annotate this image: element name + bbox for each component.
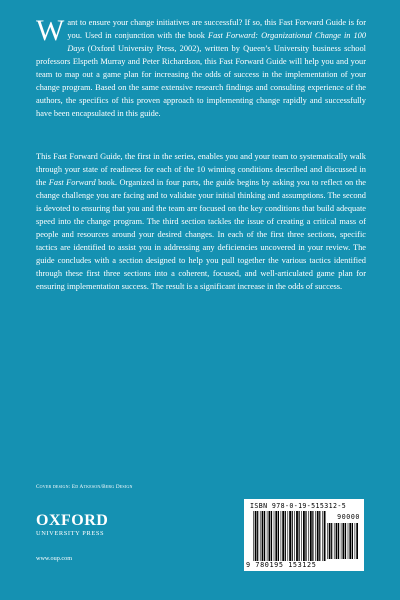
barcode-bar: [317, 511, 319, 561]
publisher-logo-sub: UNIVERSITY PRESS: [36, 530, 105, 537]
barcode-bar: [356, 523, 358, 559]
barcode-bar: [305, 511, 306, 561]
barcode-bar: [253, 511, 254, 561]
barcode-bar: [262, 511, 264, 561]
barcode-bar: [255, 511, 257, 561]
barcode-bar: [312, 511, 313, 561]
barcode-bar: [315, 511, 316, 561]
barcode-digits: 9 780195 153125: [246, 561, 317, 569]
price-code: 90000: [337, 513, 360, 521]
barcode-bar: [331, 523, 332, 559]
barcode-bar: [338, 523, 339, 559]
barcode-bar: [274, 511, 275, 561]
drop-cap: W: [36, 14, 65, 47]
barcode-bar: [260, 511, 261, 561]
barcode-bar: [278, 511, 279, 561]
barcode-bar: [319, 511, 320, 561]
isbn-barcode: [244, 499, 364, 571]
barcode-bar: [352, 523, 353, 559]
barcode-bar: [327, 523, 328, 559]
barcode-bar: [299, 511, 300, 561]
barcode-bar: [355, 523, 356, 559]
publisher-logo-main: OXFORD: [36, 512, 109, 529]
barcode-bar: [308, 511, 309, 561]
barcode-bar: [322, 511, 323, 561]
book-title-short: Fast Forward: [48, 178, 96, 187]
publisher-logo: [36, 513, 108, 538]
barcode-bar: [267, 511, 268, 561]
barcode-bar: [296, 511, 298, 561]
description-text-2: book. Organized in four parts, the guide begins by asking you to reflect on the change challenge you are facing and to validate your initial thinking and assumptions. The second is devoted to ensuring that you and the team are focused on the key conditions that build adequate speed into the change program. The third section tackles the issue of creating a critical mass of people and resources around your desired changes. In each of the first three sections, specific tactics are identified to assist you in addressing any deficiencies uncovered in your review. The guide concludes with a section designed to help you pull together the various tactics identified through these first three sections into a coherent, focused, and well-articulated game plan for ensuring implementation success. The result is a significant increase in the odds of success.: [36, 178, 366, 291]
barcode-bar: [310, 511, 312, 561]
description-paragraph: [36, 150, 366, 293]
intro-text-1: ant to ensure your change initiatives are successful? If so, this Fast Forward Guide is for you. Used in conjunction with the book: [67, 18, 366, 40]
book-title: Fast Forward: Organizational Change in 100 Days: [67, 31, 367, 53]
barcode-bar: [289, 511, 291, 561]
barcode-bar: [343, 523, 345, 559]
cover-design-credit: Cover design: Ed Atkeson/Berg Design: [36, 484, 133, 490]
barcode-bar: [329, 523, 331, 559]
publisher-url: www.oup.com: [36, 555, 73, 562]
barcode-bar: [264, 511, 265, 561]
barcode-bar: [285, 511, 286, 561]
barcode-bar: [275, 511, 277, 561]
isbn-text: ISBN 978-0-19-515312-5: [250, 502, 347, 510]
intro-paragraph: [36, 16, 366, 120]
description-text-1: This Fast Forward Guide, the first in the series, enables you and your team to systematically walk through your state of readiness for each of the 10 winning conditions described and discussed in the: [36, 152, 366, 187]
barcode-bar: [334, 523, 335, 559]
barcode-main-bars: [252, 511, 326, 561]
barcode-bar: [349, 523, 351, 559]
barcode-bar: [348, 523, 349, 559]
barcode-bar: [336, 523, 338, 559]
barcode-bar: [282, 511, 284, 561]
barcode-bar: [303, 511, 305, 561]
barcode-bar: [257, 511, 258, 561]
barcode-bar: [271, 511, 272, 561]
barcode-addon-bars: [326, 523, 358, 559]
barcode-bar: [294, 511, 295, 561]
barcode-bar: [288, 511, 289, 561]
barcode-bar: [292, 511, 293, 561]
barcode-bar: [269, 511, 271, 561]
barcode-bar: [345, 523, 346, 559]
barcode-bar: [281, 511, 282, 561]
intro-text-2: (Oxford University Press, 2002), written by Queen’s University business school professors Elspeth Murray and Peter Richardson, this Fast Forward Guide will help you and your team to map out a game plan for increasing the odds of success in the implementation of your change program. Based on the same extensive research findings and consulting experience of the authors, the specifics of this proven approach to implementing change rapidly and successfully have been encapsulated in this guide.: [36, 44, 366, 118]
barcode-bar: [341, 523, 342, 559]
barcode-bar: [301, 511, 302, 561]
